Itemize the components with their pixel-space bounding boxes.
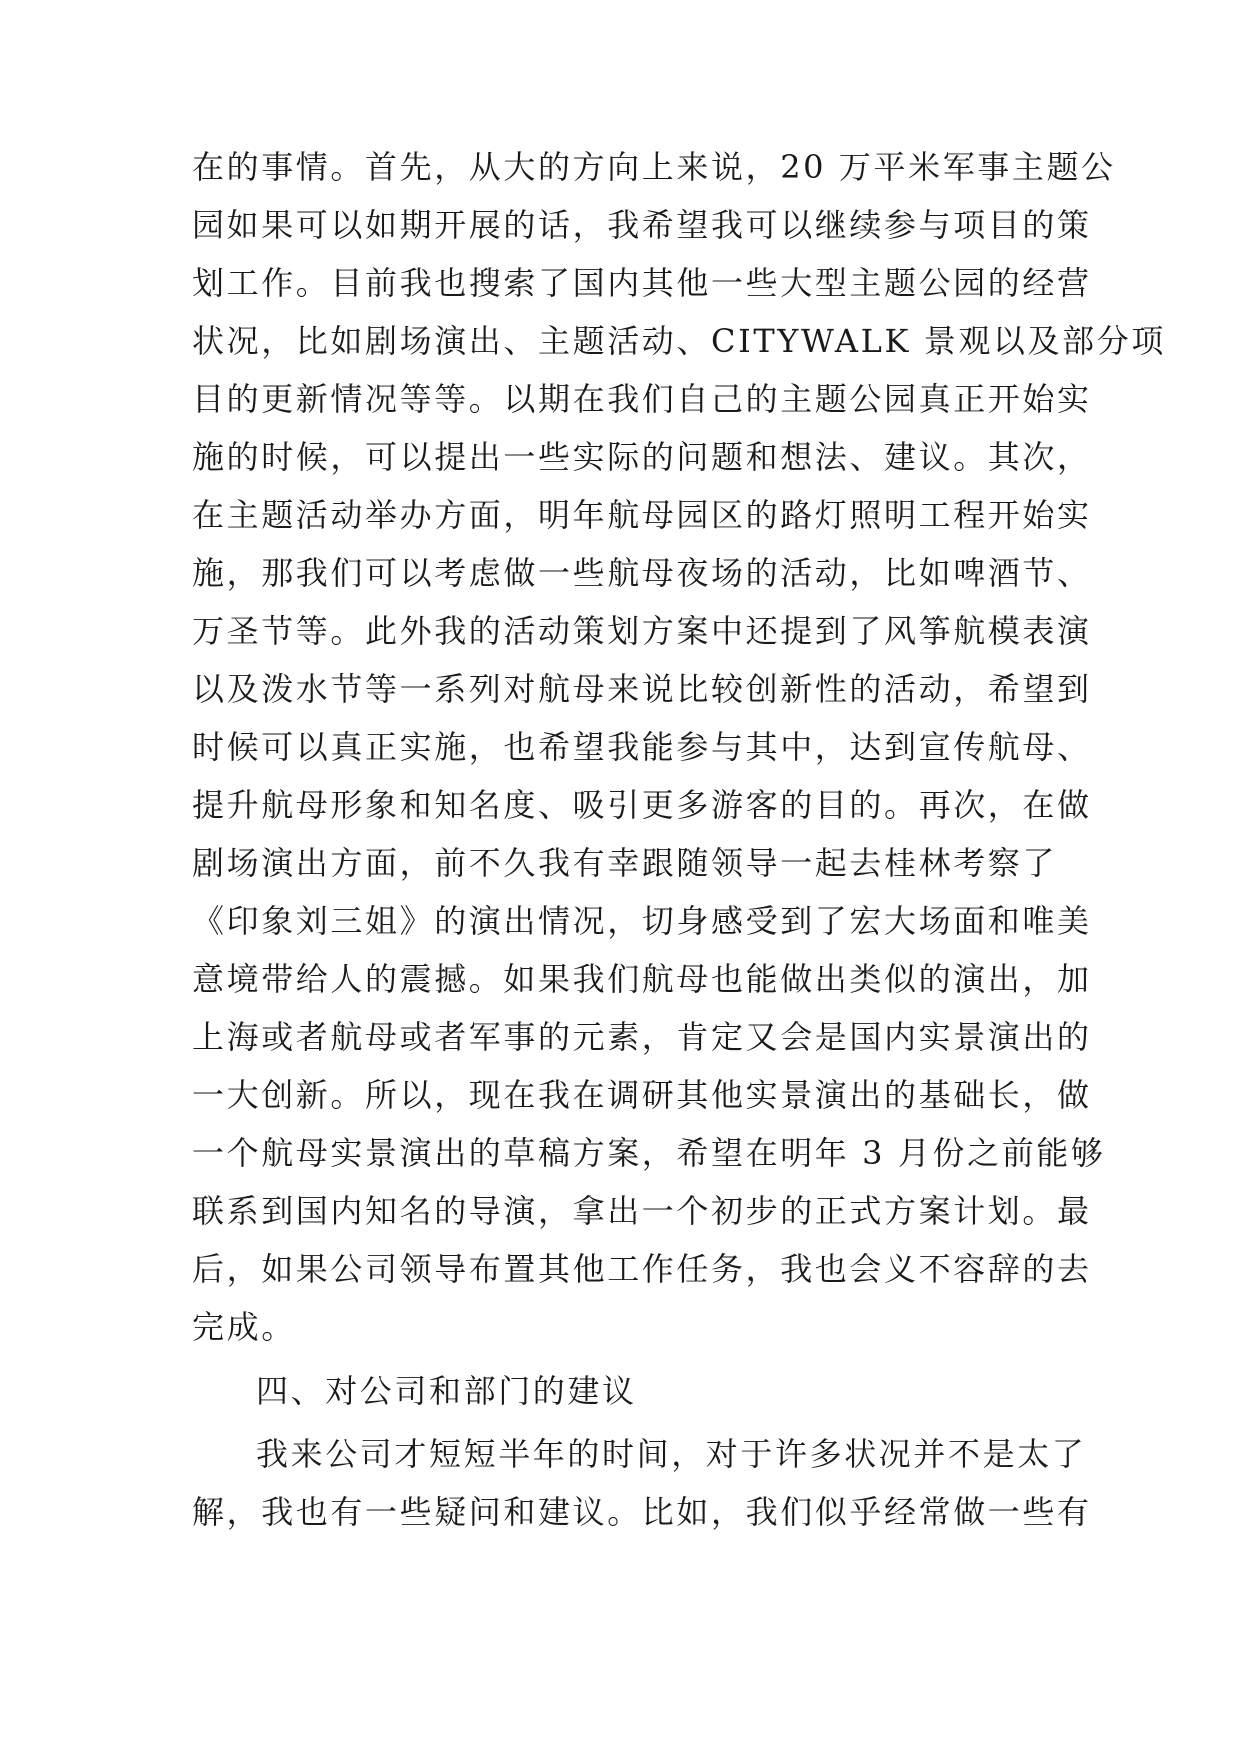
body-text-line: 完成。 xyxy=(192,1308,296,1346)
body-text-line: 提升航母形象和知名度、吸引更多游客的目的。再次，在做 xyxy=(192,786,1092,824)
body-text-line: 后，如果公司领导布置其他工作任务，我也会义不容辞的去 xyxy=(192,1250,1092,1288)
body-text-line: 联系到国内知名的导演，拿出一个初步的正式方案计划。最 xyxy=(192,1192,1092,1230)
body-text-line: 意境带给人的震撼。如果我们航母也能做出类似的演出，加 xyxy=(192,960,1092,998)
body-text-line: 状况，比如剧场演出、主题活动、CITYWALK 景观以及部分项 xyxy=(192,322,1166,360)
body-text-line: 在主题活动举办方面，明年航母园区的路灯照明工程开始实 xyxy=(192,496,1092,534)
body-text-line: 施，那我们可以考虑做一些航母夜场的活动，比如啤酒节、 xyxy=(192,554,1092,592)
body-text-line: 我来公司才短短半年的时间，对于许多状况并不是太了 xyxy=(256,1435,1087,1473)
body-text-line: 在的事情。首先，从大的方向上来说，20 万平米军事主题公 xyxy=(192,148,1116,186)
body-text-line: 时候可以真正实施，也希望我能参与其中，达到宣传航母、 xyxy=(192,728,1092,766)
body-text-line: 万圣节等。此外我的活动策划方案中还提到了风筝航模表演 xyxy=(192,612,1092,650)
body-text-line: 划工作。目前我也搜索了国内其他一些大型主题公园的经营 xyxy=(192,264,1092,302)
body-text-line: 目的更新情况等等。以期在我们自己的主题公园真正开始实 xyxy=(192,380,1092,418)
body-text-line: 以及泼水节等一系列对航母来说比较创新性的活动，希望到 xyxy=(192,670,1092,708)
body-text-line: 一大创新。所以，现在我在调研其他实景演出的基础长，做 xyxy=(192,1076,1092,1114)
body-text-line: 施的时候，可以提出一些实际的问题和想法、建议。其次， xyxy=(192,438,1092,476)
body-text-line: 解，我也有一些疑问和建议。比如，我们似乎经常做一些有 xyxy=(192,1493,1092,1531)
body-text-line: 一个航母实景演出的草稿方案，希望在明年 3 月份之前能够 xyxy=(192,1134,1106,1172)
section-heading: 四、对公司和部门的建议 xyxy=(256,1372,637,1410)
body-text-line: 园如果可以如期开展的话，我希望我可以继续参与项目的策 xyxy=(192,206,1092,244)
body-text-line: 上海或者航母或者军事的元素，肯定又会是国内实景演出的 xyxy=(192,1018,1092,1056)
body-text-line: 《印象刘三姐》的演出情况，切身感受到了宏大场面和唯美 xyxy=(192,902,1092,940)
body-text-line: 剧场演出方面，前不久我有幸跟随领导一起去桂林考察了 xyxy=(192,844,1058,882)
